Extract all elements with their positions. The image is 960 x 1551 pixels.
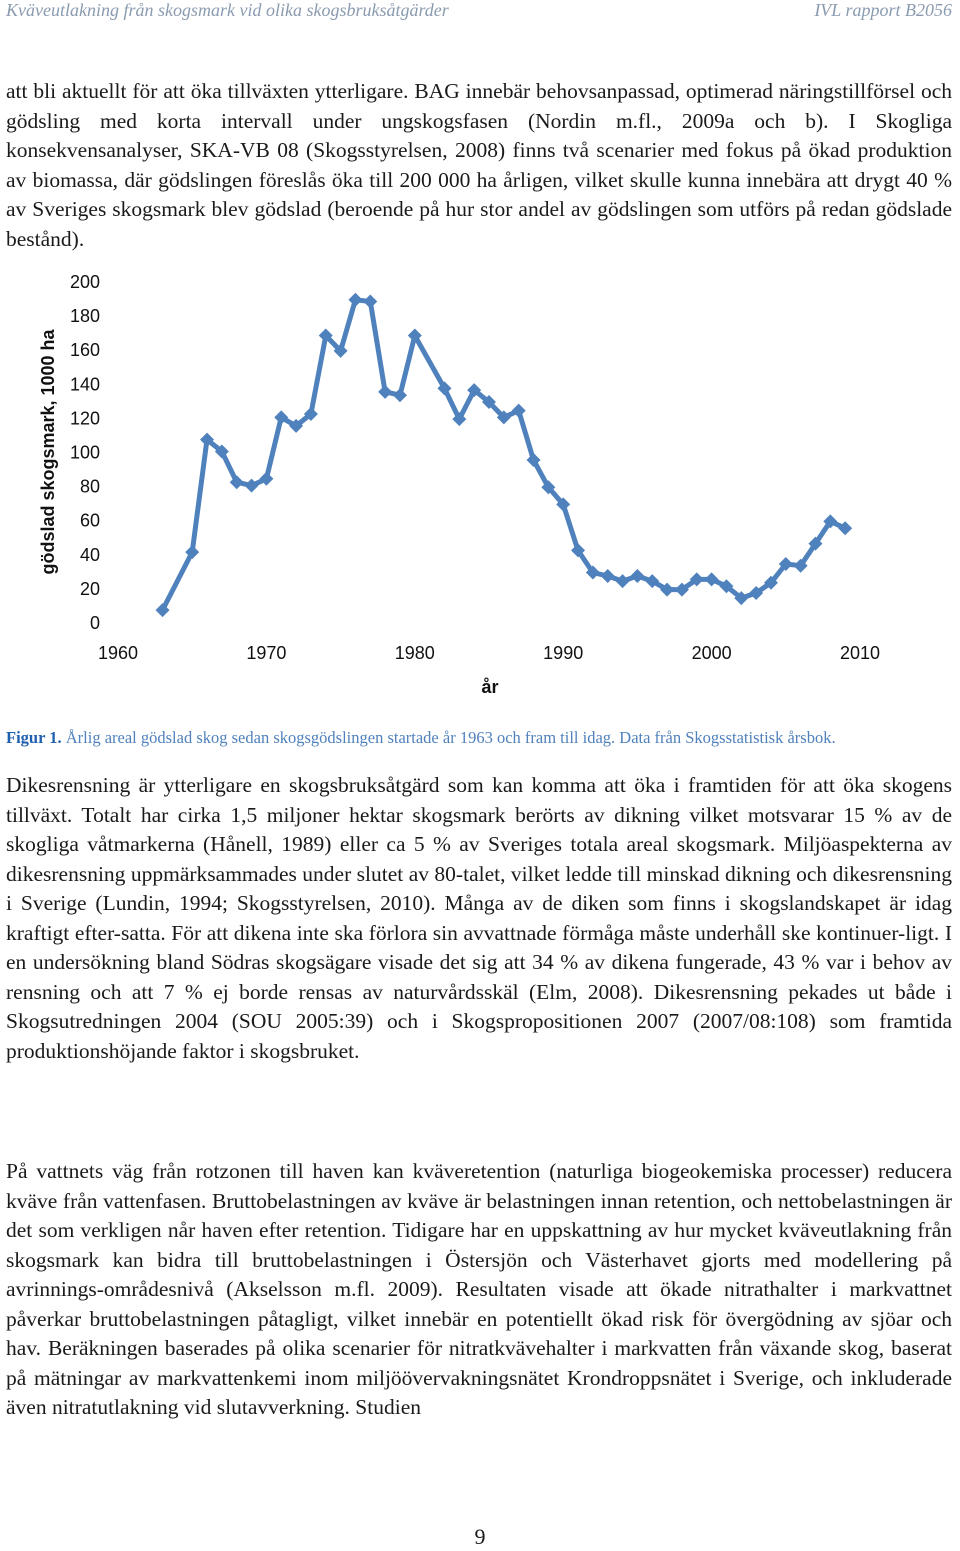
x-tick-label: 2000 <box>691 643 732 663</box>
y-tick-label: 140 <box>69 374 100 395</box>
caption-label: Figur 1. <box>6 728 62 747</box>
data-point-marker <box>616 574 630 588</box>
chart-svg <box>0 262 960 702</box>
y-axis-label: gödslad skogsmark, 1000 ha <box>38 329 58 575</box>
y-tick-label: 180 <box>69 306 100 327</box>
y-tick-label: 20 <box>79 578 100 599</box>
body-paragraph-1: att bli aktuellt för att öka tillväxten ytterligare. BAG innebär behovsanpassad, optimerad näringstillförsel och gödsling med korta intervall under ungskogsfasen (Nordin m.fl., 2009a och b). I Skogliga konsekvensanalyser, SKA-VB 08 (Skogsstyrelsen, 2008) finns två scenarier med fokus på ökad produktion av biomassa, där gödslingen föreslås öka till 200 000 ha årligen, vilket skulle kunna innebära att drygt 40 % av Sveriges skogsmark blev gödslad (beroende på hur stor andel av gödslingen som utförs på redan gödslade bestånd). <box>6 79 952 251</box>
figure-caption <box>6 728 954 748</box>
body-paragraph-2: Dikesrensning är ytterligare en skogsbruksåtgärd som kan komma att öka i framtiden för att öka skogens tillväxt. Totalt har cirka 1,5 miljoner hektar skogsmark berörts av dikning vilket motsvarar 15 % av de skogliga våtmarkerna (Hånell, 1989) eller ca 5 % av Sveriges totala areal skogsmark. Miljöaspekterna av dikesrensning uppmärksammades under slutet av 80-talet, vilket ledde till minskad dikning och dikesrensning i Sverige (Lundin, 1994; Skogsstyrelsen, 2010). Många av de diken som finns i skogslandskapet är idag kraftigt efter-satta. För att dikena inte ska förlora sin avvattnade förmåga måste underhåll ske kontinuer-ligt. I en undersökning bland Södras skogsägare visade det sig att 34 % av dikena fungerade, 43 % var i behov av rensning och att 7 % ej borde rensas av naturvårdsskäl (Elm, 2008). Dikesrensning pekades ut både i Skogsutredningen 2004 (SOU 2005:39) och i Skogspropositionen 2007 (2007/08:108) som framtida produktionshöjande faktor i skogsbruket. <box>6 773 952 1063</box>
y-tick-label: 60 <box>79 510 100 531</box>
series-markers <box>156 293 853 617</box>
y-tick-label: 80 <box>79 476 100 497</box>
series-line <box>163 300 846 610</box>
x-tick-label: 1980 <box>394 643 435 663</box>
data-point-marker <box>601 569 615 583</box>
data-point-marker <box>630 569 644 583</box>
y-tick-label: 120 <box>69 408 100 429</box>
data-point-marker <box>348 293 362 307</box>
x-tick-label: 1970 <box>246 643 287 663</box>
y-tick-labels <box>70 272 100 633</box>
body-paragraph-3: På vattnets väg från rotzonen till haven kan kväveretention (naturliga biogeokemiska processer) reducera kväve från vattenfasen. Bruttobelastningen av kväve är belastningen innan retention, och nettobelastningen är det som verkligen når haven efter retention. Tidigare har en uppskattning av hur mycket kväveutlakning från skogsmark kan bidra till bruttobelastningen i Östersjön och Västerhavet gjorts med modellering på avrinnings-områdesnivå (Akselsson m.fl. 2009). Resultaten visade att ökade nitrathalter i markvattnet påverkar bruttobelastningen påtagligt, vilket innebär en potentiellt ökad risk för övergödning av sjöar och hav. Beräkningen baserades på olika scenarier för nitratkvävehalter i markvatten från växande skog, baserat på mätningar av markvattenkemi inom miljöövervakningsnätet Krondroppsnätet i Sverige, och inkluderade även nitratutlakning vid slutavverkning. Studien <box>6 1159 952 1419</box>
page-number: 9 <box>474 1524 486 1549</box>
y-tick-label: 0 <box>89 613 100 633</box>
x-tick-label: 1990 <box>543 643 584 663</box>
y-tick-label: 160 <box>69 340 100 361</box>
data-point-marker <box>393 388 407 402</box>
y-tick-label: 100 <box>69 442 100 463</box>
fertilization-chart <box>0 262 960 702</box>
caption-text: Årlig areal gödslad skog sedan skogsgödslingen startade år 1963 och fram till idag. Data från Skogsstatistisk årsbok. <box>65 728 836 747</box>
x-tick-labels <box>98 643 880 663</box>
running-header-title: Kväveutlakning från skogsmark vid olika skogsbruksåtgärder <box>6 0 449 20</box>
data-point-marker <box>363 294 377 308</box>
x-axis-label: år <box>481 677 499 697</box>
y-tick-label: 40 <box>79 544 100 565</box>
x-tick-label: 2010 <box>839 643 881 663</box>
running-header-report: IVL rapport B2056 <box>814 0 952 20</box>
x-tick-label: 1960 <box>97 643 139 663</box>
data-point-marker <box>378 385 392 399</box>
y-tick-label: 200 <box>69 272 100 292</box>
